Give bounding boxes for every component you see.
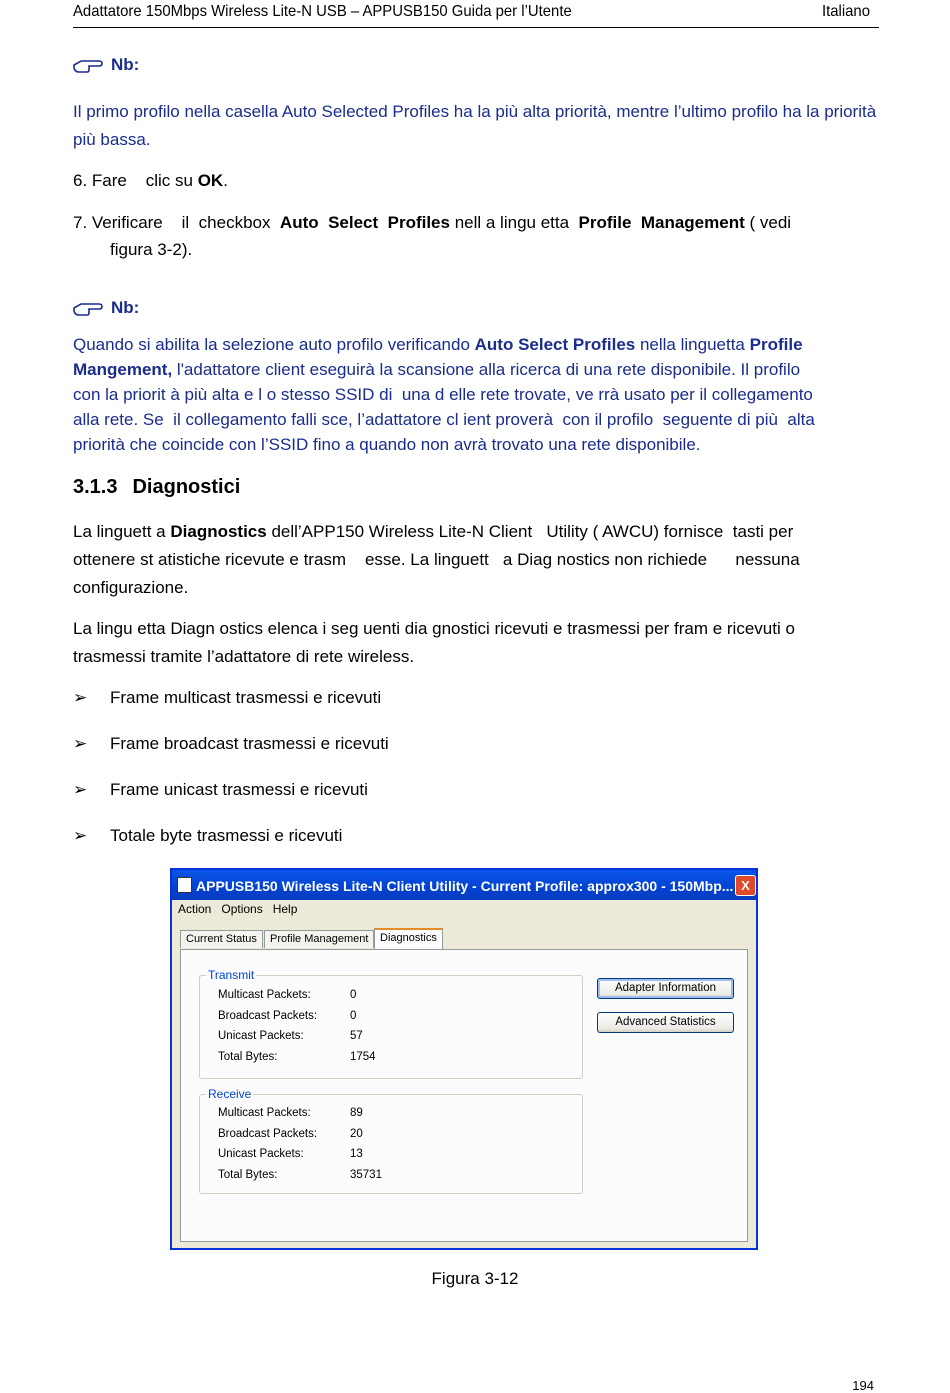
note-2-text: [73, 332, 879, 457]
transmit-total-value: 1754: [350, 1051, 376, 1063]
tab-diagnostics[interactable]: Diagnostics: [374, 928, 443, 950]
paragraph-1: [73, 518, 879, 602]
paragraph-line: ottenere st atistiche ricevute e trasm esse. La linguett a Diag nostics non richiede nessuna: [73, 550, 800, 569]
note-1-heading: [73, 55, 139, 75]
close-button[interactable]: X: [735, 875, 756, 896]
header-title: Adattatore 150Mbps Wireless Lite-N USB – APPUSB150 Guida per l’Utente: [73, 3, 572, 20]
arrow-bullet-icon: ➢: [73, 688, 88, 707]
advanced-statistics-button[interactable]: Advanced Statistics: [597, 1012, 734, 1033]
bullet-text: Frame broadcast trasmessi e ricevuti: [110, 734, 389, 753]
transmit-unicast-value: 57: [350, 1030, 363, 1042]
paragraph-1-text-a: La linguett a: [73, 522, 171, 541]
note-2-bold-a: Auto Select Profiles: [474, 335, 636, 354]
note-2-text-a: Quando si abilita la selezione auto profilo verificando: [73, 335, 475, 354]
arrow-bullet-icon: ➢: [73, 734, 88, 753]
menu-action[interactable]: Action: [178, 902, 212, 916]
tab-profile-management[interactable]: Profile Management: [264, 930, 374, 948]
menu-bar: [178, 902, 297, 916]
step-7-bold-b: Profile Management: [578, 213, 745, 232]
bullet-item: [73, 780, 368, 800]
pointing-hand-icon: [73, 299, 103, 317]
pointing-hand-icon: [73, 56, 103, 74]
receive-total-value: 35731: [350, 1169, 382, 1181]
bullet-item: [73, 826, 342, 846]
diagnostics-panel: [180, 949, 748, 1242]
bullet-item: [73, 688, 381, 708]
note-2-text-b: nella linguetta: [635, 335, 750, 354]
app-icon: [177, 877, 192, 893]
step-7-text-c: ( vedi: [744, 213, 792, 232]
step-7-text-b: nell a lingu etta: [449, 213, 579, 232]
arrow-bullet-icon: ➢: [73, 780, 88, 799]
receive-multicast-label: Multicast Packets:: [218, 1107, 311, 1119]
note-2-line: [73, 332, 879, 357]
adapter-information-button[interactable]: Adapter Information: [597, 978, 734, 999]
transmit-unicast-label: Unicast Packets:: [218, 1030, 304, 1042]
header-rule: [73, 27, 879, 28]
step-6-end: .: [223, 171, 228, 190]
window-titlebar: [172, 870, 756, 900]
section-heading: [73, 476, 240, 499]
arrow-bullet-icon: ➢: [73, 826, 88, 845]
paragraph-1-text-b: dell’APP150 Wireless Lite-N Client Utility ( AWCU) fornisce tasti per: [266, 522, 794, 541]
paragraph-line: configurazione.: [73, 578, 189, 597]
window-client-area: [172, 900, 756, 1248]
transmit-broadcast-value: 0: [350, 1010, 357, 1022]
note-2-line: alla rete. Se il collegamento falli sce, l’adattatore cl ient proverà con il profilo seguente di più alta: [73, 410, 815, 429]
step-7: [73, 209, 791, 237]
receive-group: [199, 1087, 583, 1194]
section-number: 3.1.3: [73, 476, 118, 498]
transmit-total-label: Total Bytes:: [218, 1051, 278, 1063]
page-number: 194: [852, 1378, 874, 1393]
note-2-text-c: l'adattatore client eseguirà la scansione alla ricerca di una rete disponibile. Il profilo: [172, 360, 801, 379]
receive-label: Receive: [208, 1087, 252, 1101]
paragraph-1-bold: Diagnostics: [170, 522, 267, 541]
step-6-ok: OK: [197, 171, 224, 190]
step-7-continued: figura 3-2).: [110, 240, 193, 259]
note-2-bold-b: Profile: [749, 335, 803, 354]
figure-caption: Figura 3-12: [431, 1269, 519, 1288]
paragraph-line: [73, 518, 879, 546]
transmit-multicast-value: 0: [350, 989, 357, 1001]
step-7-bold-a: Auto Select Profiles: [279, 213, 450, 232]
bullet-text: Totale byte trasmessi e ricevuti: [110, 826, 343, 845]
utility-window: [170, 868, 758, 1250]
receive-unicast-label: Unicast Packets:: [218, 1148, 304, 1160]
window-title: APPUSB150 Wireless Lite-N Client Utility - Current Profile: approx300 - 150Mbp...: [196, 878, 734, 894]
note-2-line: con la priorit à più alta e l o stesso SSID di una d elle rete trovate, ve rrà usato per il collegamento: [73, 385, 813, 404]
note-2-line: [73, 357, 879, 382]
receive-broadcast-label: Broadcast Packets:: [218, 1128, 318, 1140]
transmit-broadcast-label: Broadcast Packets:: [218, 1010, 318, 1022]
transmit-group: [199, 968, 583, 1079]
paragraph-line: trasmessi tramite l’adattatore di rete wireless.: [73, 647, 415, 666]
receive-broadcast-value: 20: [350, 1128, 363, 1140]
note-2-bold-c: Mangement,: [73, 360, 173, 379]
receive-total-label: Total Bytes:: [218, 1169, 278, 1181]
step-6-text: 6. Fare clic su: [73, 171, 198, 190]
note-2-line: priorità che coincide con l’SSID fino a quando non avrà trovato una rete disponibile.: [73, 435, 701, 454]
tab-current-status[interactable]: Current Status: [180, 930, 263, 948]
header-language: Italiano: [822, 3, 870, 20]
note-1-text: Il primo profilo nella casella Auto Selected Profiles ha la più alta priorità, mentre l’ultimo profilo ha la priorità più bassa.: [73, 102, 877, 149]
step-6: [73, 167, 228, 195]
bullet-text: Frame unicast trasmessi e ricevuti: [110, 780, 368, 799]
menu-help[interactable]: Help: [272, 902, 298, 916]
transmit-label: Transmit: [208, 968, 255, 982]
bullet-item: [73, 734, 389, 754]
section-title: Diagnostici: [132, 476, 241, 498]
note-1-label: Nb:: [111, 55, 140, 74]
bullet-text: Frame multicast trasmessi e ricevuti: [110, 688, 382, 707]
paragraph-line: La lingu etta Diagn ostics elenca i seg uenti dia gnostici ricevuti e trasmessi per fram e ricevuti o: [73, 619, 795, 638]
receive-unicast-value: 13: [350, 1148, 363, 1160]
note-2-heading: [73, 298, 139, 318]
note-2-label: Nb:: [111, 298, 140, 317]
transmit-multicast-label: Multicast Packets:: [218, 989, 311, 1001]
menu-options[interactable]: Options: [221, 902, 263, 916]
paragraph-2: [73, 615, 879, 671]
receive-multicast-value: 89: [350, 1107, 363, 1119]
step-7-text-a: 7. Verificare il checkbox: [73, 213, 280, 232]
